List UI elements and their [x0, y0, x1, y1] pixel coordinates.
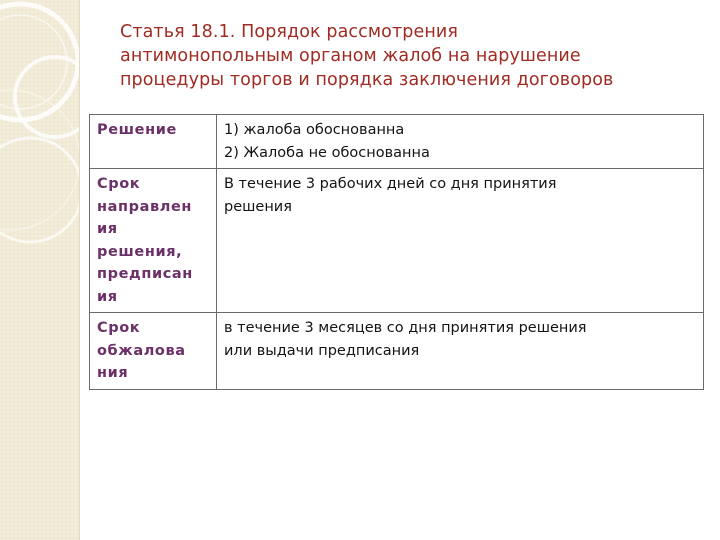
row-value-cell — [217, 169, 704, 313]
row-header-text: ния — [97, 365, 129, 381]
row-header-text: Решение — [97, 122, 177, 138]
slide-title-line: Статья 18.1. Порядок рассмотрения — [120, 22, 458, 42]
slide-title-line: процедуры торгов и порядка заключения договоров — [120, 70, 614, 90]
row-value-text: или выдачи предписания — [224, 342, 420, 359]
row-value-text: 2) Жалоба не обоснованна — [224, 144, 430, 161]
table-row — [90, 115, 704, 169]
row-value-cell — [217, 115, 704, 169]
table-row — [90, 169, 704, 313]
row-header-text: ия — [97, 288, 118, 305]
row-header-text: обжалова — [97, 342, 186, 359]
info-table — [89, 114, 704, 390]
row-value-text: 1) жалоба обоснованна — [224, 122, 405, 138]
row-value-cell — [217, 313, 704, 390]
row-header-text: предписан — [97, 266, 193, 282]
row-value-text: решения — [224, 198, 292, 215]
row-header-cell — [90, 115, 217, 169]
decorative-sidebar — [0, 0, 80, 540]
row-header-cell — [90, 169, 217, 313]
row-header-text: направлен — [97, 198, 193, 215]
table-row — [90, 313, 704, 390]
row-header-text: Срок — [97, 176, 141, 192]
row-header-text: Срок — [97, 320, 141, 336]
row-header-cell — [90, 313, 217, 390]
decorative-circles — [0, 0, 79, 540]
row-header-text: ия — [97, 221, 118, 237]
row-header-text: решения, — [97, 243, 183, 260]
row-value-text: в течение 3 месяцев со дня принятия решения — [224, 320, 587, 336]
slide-title-line: антимонопольным органом жалоб на нарушение — [120, 46, 581, 66]
row-value-text: В течение 3 рабочих дней со дня принятия — [224, 176, 557, 192]
slide-title — [120, 20, 700, 92]
